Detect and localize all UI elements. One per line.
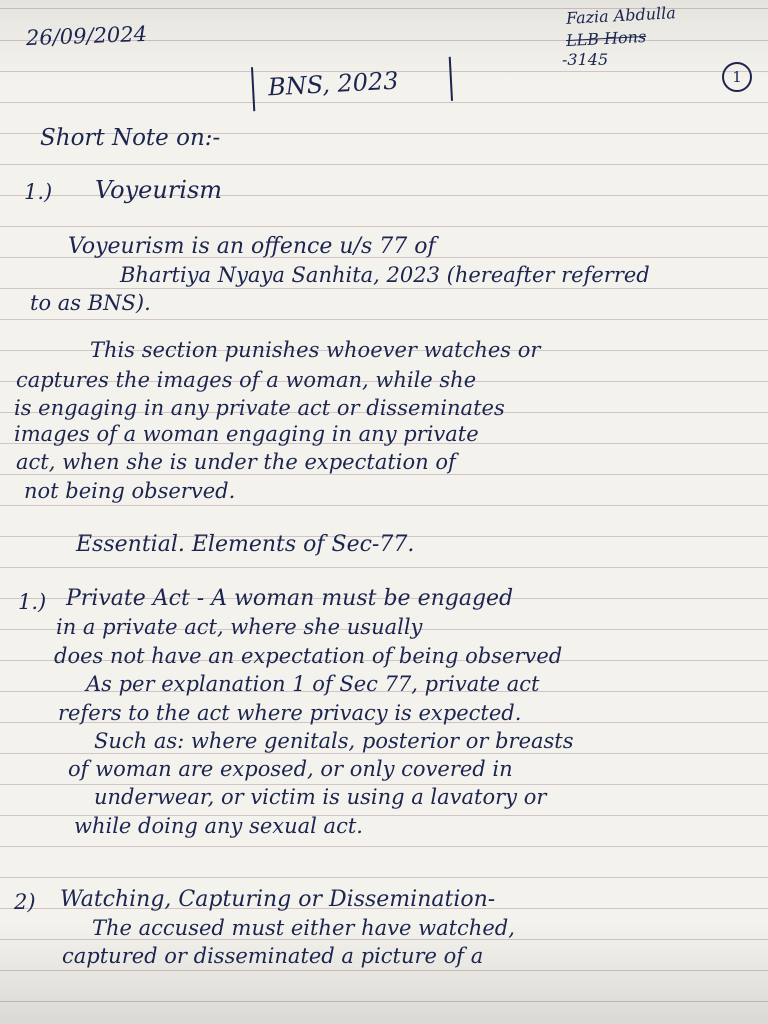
paragraph-line: This section punishes whoever watches or (90, 338, 541, 362)
paragraph-line: Bhartiya Nyaya Sanhita, 2023 (hereafter referred (120, 263, 650, 287)
elements-heading: Essential. Elements of Sec-77. (76, 532, 415, 557)
paragraph-line: images of a woman engaging in any private (14, 422, 479, 446)
element-line: underwear, or victim is using a lavatory or (94, 785, 547, 809)
element-number: 1.) (18, 590, 47, 614)
element-line: captured or disseminated a picture of a (62, 944, 484, 968)
section-title: Voyeurism (95, 176, 223, 204)
element-line: refers to the act where privacy is expected. (58, 701, 522, 725)
element-line: Watching, Capturing or Dissemination- (60, 887, 496, 912)
course-label: LLB Hons (565, 26, 647, 51)
element-line: The accused must either have watched, (92, 916, 515, 940)
paragraph-line: captures the images of a woman, while she (16, 368, 477, 392)
element-line: Such as: where genitals, posterior or breasts (94, 729, 574, 753)
element-line: As per explanation 1 of Sec 77, private act (86, 672, 540, 696)
page-number: 1 (722, 62, 752, 92)
paragraph-line: not being observed. (24, 479, 236, 503)
element-line: of woman are exposed, or only covered in (68, 757, 513, 781)
note-heading: Short Note on:- (40, 125, 221, 151)
section-number: 1.) (24, 180, 53, 204)
paragraph-line: is engaging in any private act or disseminates (14, 396, 505, 420)
paragraph-line: to as BNS). (30, 291, 151, 315)
element-line: does not have an expectation of being observed (54, 644, 563, 668)
page-title: BNS, 2023 (267, 66, 400, 102)
paragraph-line: act, when she is under the expectation of (16, 450, 456, 474)
date: 26/09/2024 (25, 21, 148, 51)
element-line: while doing any sexual act. (74, 814, 363, 838)
element-line: in a private act, where she usually (56, 615, 423, 639)
roll-number: -3145 (562, 50, 609, 69)
paragraph-line: Voyeurism is an offence u/s 77 of (68, 234, 436, 259)
element-line: Private Act - A woman must be engaged (66, 586, 514, 611)
element-number: 2) (14, 890, 36, 914)
author-name: Fazia Abdulla (565, 3, 677, 28)
